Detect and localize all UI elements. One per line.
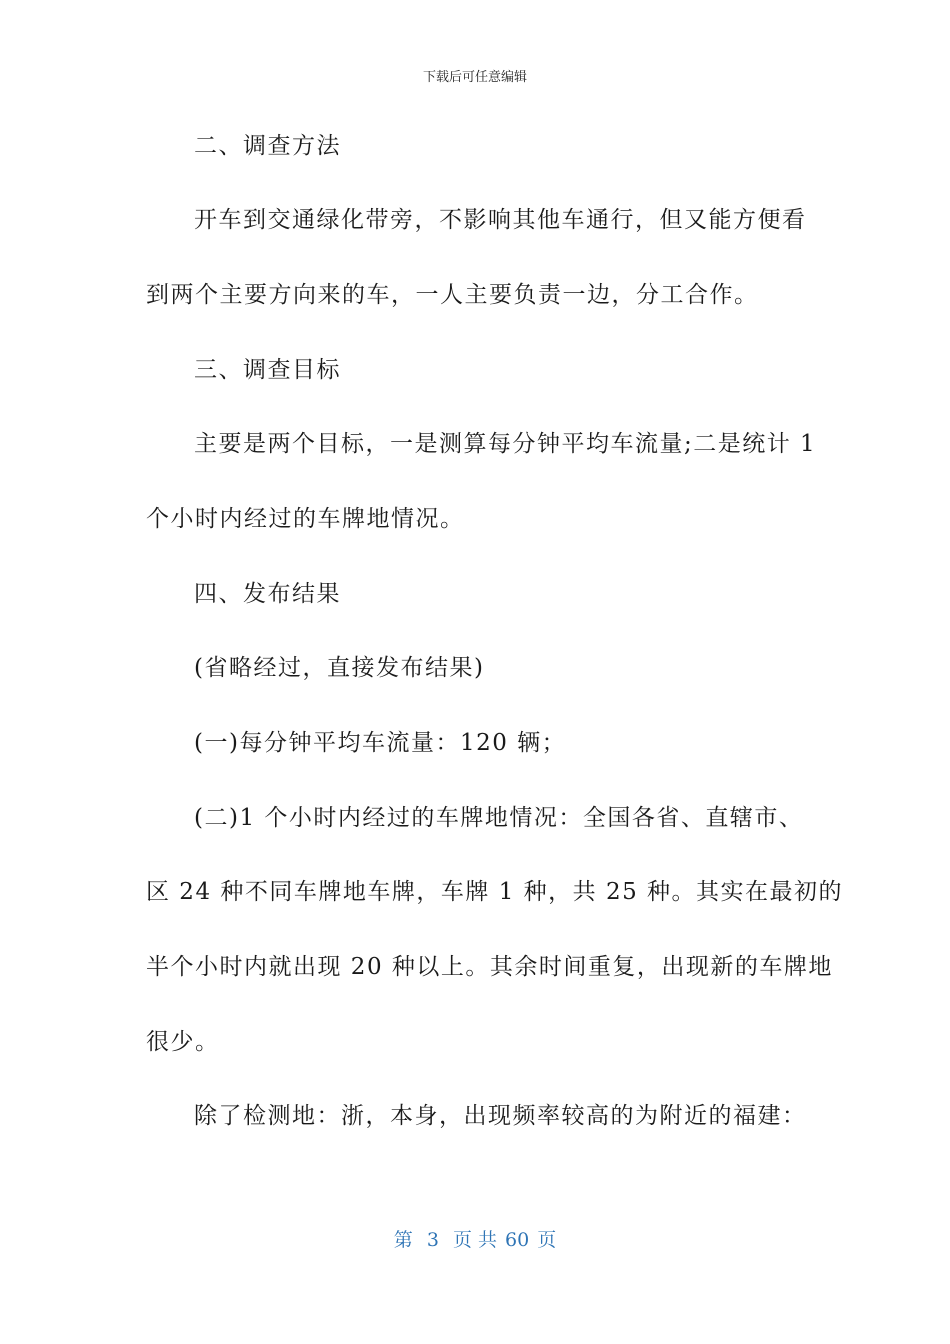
section-heading-results: 四、发布结果 — [194, 581, 341, 607]
paragraph-line: 区 24 种不同车牌地车牌，车牌 1 种，共 25 种。其实在最初的 — [146, 879, 844, 905]
paragraph-line: 到两个主要方向来的车，一人主要负责一边，分工合作。 — [146, 282, 759, 308]
page-label-suffix: 页 — [537, 1229, 557, 1251]
paragraph-line: 半个小时内就出现 20 种以上。其余时间重复，出现新的车牌地 — [146, 954, 833, 980]
section-heading-method: 二、调查方法 — [194, 133, 341, 159]
total-pages-number: 60 — [505, 1229, 530, 1251]
paragraph-line: 除了检测地：浙，本身，出现频率较高的为附近的福建： — [194, 1103, 807, 1129]
page-label-middle: 页 共 — [452, 1229, 498, 1251]
section-heading-goal: 三、调查目标 — [194, 357, 341, 383]
paragraph-line: 开车到交通绿化带旁，不影响其他车通行，但又能方便看 — [194, 207, 807, 233]
page-footer — [0, 1225, 950, 1252]
paragraph-line: 很少。 — [146, 1029, 220, 1055]
paragraph-line: (二)1 个小时内经过的车牌地情况：全国各省、直辖市、 — [194, 805, 804, 831]
paragraph-line: (省略经过，直接发布结果) — [194, 655, 485, 681]
page-label-prefix: 第 — [393, 1229, 413, 1251]
current-page-number: 3 — [426, 1229, 439, 1251]
page-header: 下载后可任意编辑 — [422, 70, 527, 85]
paragraph-line: (一)每分钟平均车流量：120 辆； — [194, 730, 567, 756]
paragraph-line: 个小时内经过的车牌地情况。 — [146, 506, 465, 532]
paragraph-line: 主要是两个目标，一是测算每分钟平均车流量;二是统计 1 — [194, 431, 817, 457]
